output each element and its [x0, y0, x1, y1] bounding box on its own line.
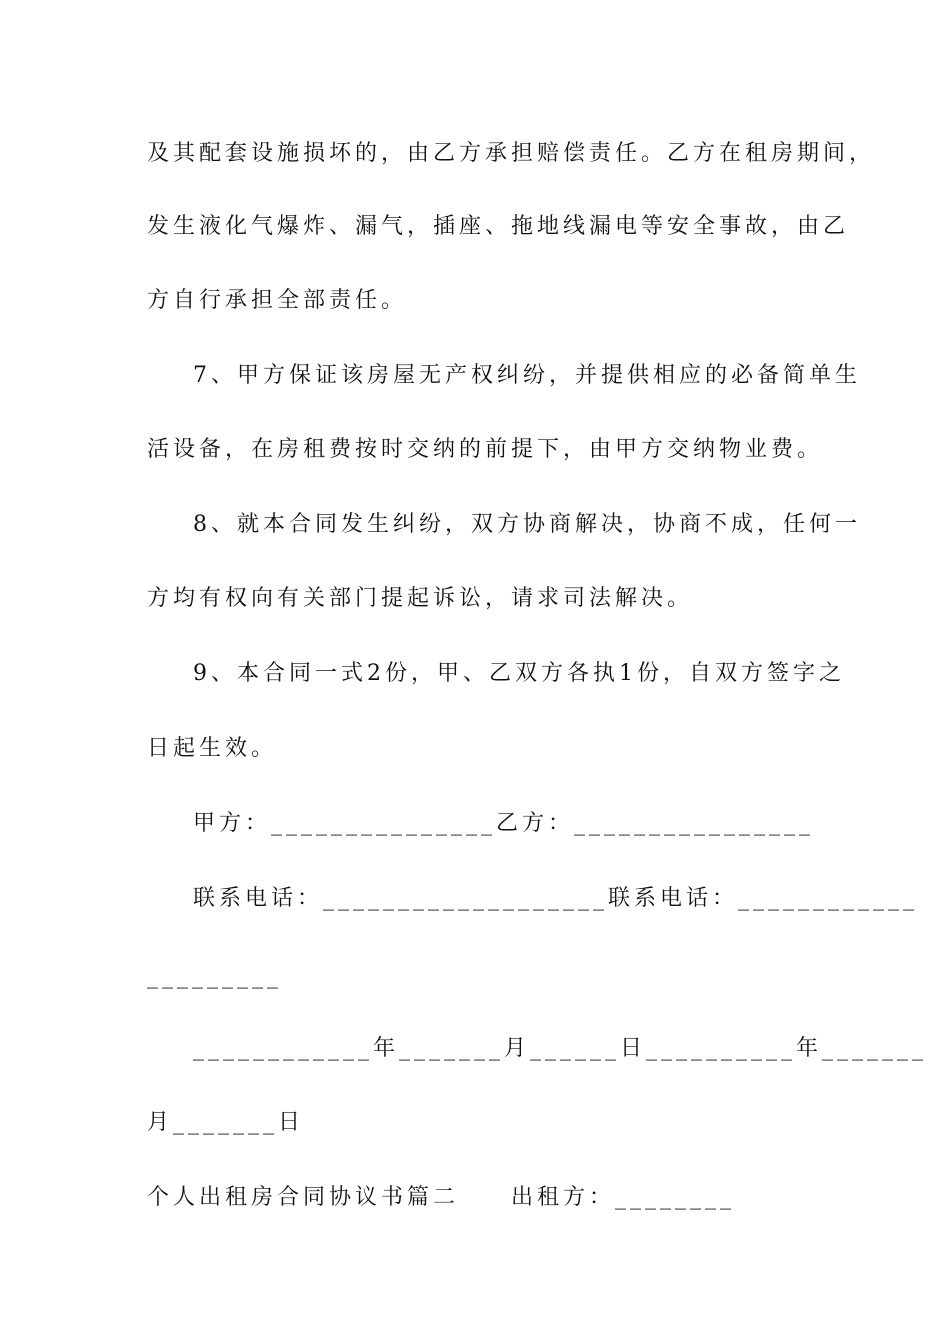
text-line: 方自行承担全部责任。 — [147, 288, 408, 313]
section-heading: 个人出租房合同协议书篇二 出租方：________ — [147, 1185, 736, 1210]
clause-7: 7、甲方保证该房屋无产权纠纷，并提供相应的必备简单生 — [193, 363, 861, 388]
clause-8: 8、就本合同发生纠纷，双方协商解决，协商不成，任何一 — [193, 512, 861, 537]
text-line: 发生液化气爆炸、漏气，插座、拖地线漏电等安全事故，由乙 — [147, 214, 850, 239]
text-line: 方均有权向有关部门提起诉讼，请求司法解决。 — [147, 586, 694, 611]
signature-parties: 甲方：_______________乙方：________________ — [193, 811, 815, 836]
text-line: 及其配套设施损坏的，由乙方承担赔偿责任。乙方在租房期间， — [147, 141, 876, 166]
text-line: 日起生效。 — [147, 736, 278, 761]
text-line: 活设备，在房租费按时交纳的前提下，由甲方交纳物业费。 — [147, 437, 824, 462]
signature-phones-continued: _________ — [147, 964, 282, 989]
signature-dates: ____________年_______月______日__________年_______ — [193, 1036, 928, 1061]
clause-9: 9、本合同一式2份，甲、乙双方各执1份，自双方签字之 — [193, 661, 845, 686]
signature-dates-continued: 月_______日 — [147, 1110, 305, 1135]
signature-phones: 联系电话：___________________联系电话：____________ — [193, 886, 919, 911]
